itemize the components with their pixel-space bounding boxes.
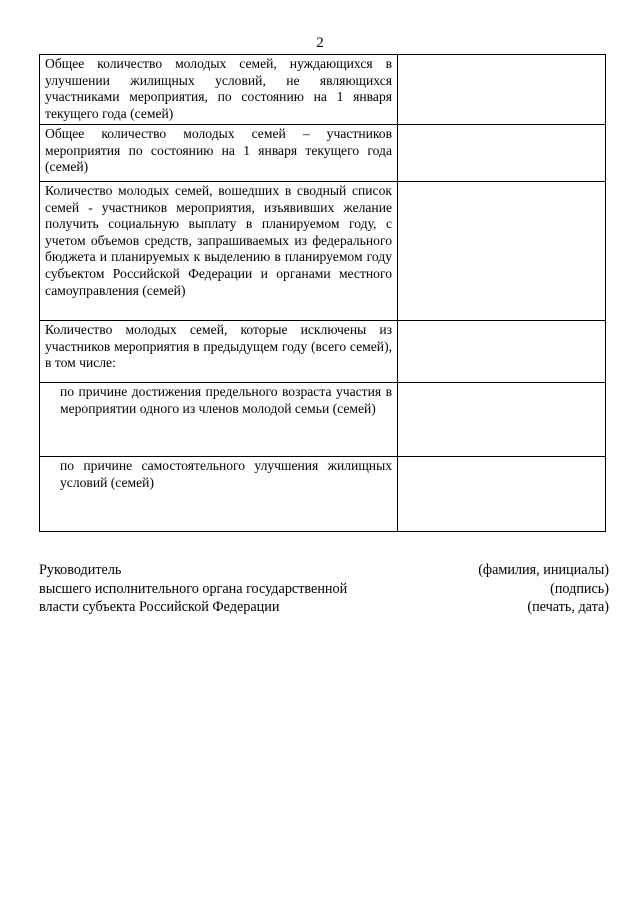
- row-label: Общее количество молодых семей – участников мероприятия по состоянию на 1 января текущего года (семей): [45, 126, 392, 175]
- row-value: [398, 457, 605, 458]
- table-row: [40, 182, 606, 321]
- page-number: 2: [316, 35, 324, 51]
- signatory-title-line: власти субъекта Российской Федерации: [39, 599, 280, 615]
- row-label: Общее количество молодых семей, нуждающихся в улучшении жилищных условий, не являющихся участниками мероприятия, по состоянию на 1 января текущего года (семей): [45, 56, 392, 121]
- row-label-cell: [40, 182, 398, 321]
- signature-caption: (подпись): [550, 580, 609, 597]
- row-value: [398, 125, 605, 126]
- table-row: [40, 55, 606, 125]
- row-value-cell[interactable]: [398, 125, 606, 182]
- row-label: Количество молодых семей, которые исключены из участников мероприятия в предыдущем году (всего семей), в том числе:: [45, 322, 392, 371]
- signature-row: [39, 561, 609, 580]
- row-value: [398, 383, 605, 384]
- row-value-cell[interactable]: [398, 321, 606, 383]
- row-value: [398, 55, 605, 56]
- report-table: [39, 54, 606, 532]
- signature-row: [39, 580, 609, 599]
- row-value-cell[interactable]: [398, 182, 606, 321]
- row-value-cell[interactable]: [398, 457, 606, 532]
- table-row: [40, 457, 606, 532]
- table-row: [40, 125, 606, 182]
- row-label-cell: [40, 55, 398, 125]
- table-row: [40, 321, 606, 383]
- row-value-cell[interactable]: [398, 55, 606, 125]
- row-label-cell: [40, 125, 398, 182]
- table-row: [40, 383, 606, 457]
- stamp-date-caption: (печать, дата): [527, 599, 609, 615]
- row-value: [398, 321, 605, 322]
- signatory-title-line: Руководитель: [39, 562, 122, 578]
- name-initials-caption: (фамилия, инициалы): [478, 562, 609, 578]
- signature-row: [39, 598, 609, 617]
- row-label-cell: [40, 457, 398, 532]
- signature-block: [39, 561, 609, 617]
- row-label: по причине самостоятельного улучшения жилищных условий (семей): [60, 458, 392, 490]
- row-label: Количество молодых семей, вошедших в сводный список семей - участников мероприятия, изъявивших желание получить социальную выплату в планируемом году, с учетом объемов средств, запрашиваемых из федерального бюджета и планируемых к выделению в планируемом году субъектом Российской Федерации и органами местного самоуправления (семей): [45, 183, 392, 298]
- row-label-cell: [40, 383, 398, 457]
- row-value: [398, 182, 605, 183]
- row-value-cell[interactable]: [398, 383, 606, 457]
- row-label-cell: [40, 321, 398, 383]
- signatory-title-line: высшего исполнительного органа государственной: [39, 580, 348, 597]
- row-label: по причине достижения предельного возраста участия в мероприятии одного из членов молодой семьи (семей): [60, 384, 392, 416]
